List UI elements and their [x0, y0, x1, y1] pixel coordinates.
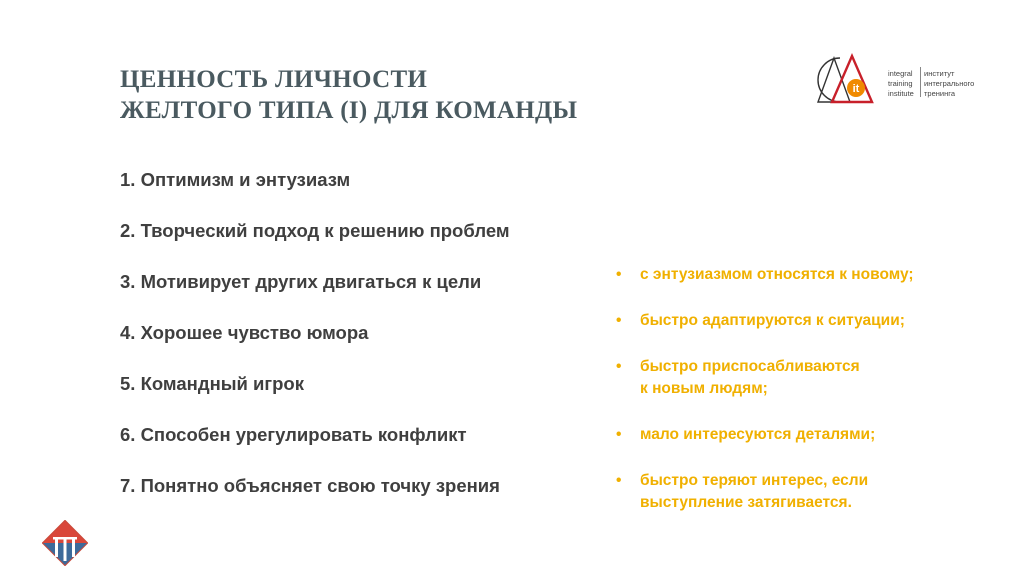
- bullet-text: быстро приспосабливаются: [640, 358, 860, 375]
- list-item: 7. Понятно объясняет свою точку зрения: [120, 475, 500, 496]
- logo-russian-text: [924, 69, 974, 99]
- list-item: 5. Командный игрок: [120, 373, 304, 394]
- title-line-1: ЦЕННОСТЬ ЛИЧНОСТИ: [120, 66, 428, 93]
- corner-diamond-logo-icon: [42, 520, 88, 566]
- bullet-dot-icon: •: [616, 426, 622, 443]
- bullet-text: быстро адаптируются к ситуации;: [640, 312, 905, 329]
- bullet-dot-icon: •: [616, 472, 622, 489]
- logo-divider: [920, 67, 921, 97]
- bullet-text: мало интересуются деталями;: [640, 426, 876, 443]
- list-item: 6. Способен урегулировать конфликт: [120, 424, 467, 445]
- bullet-item: [613, 264, 973, 286]
- bullet-dot-icon: •: [616, 358, 622, 375]
- list-item: 2. Творческий подход к решению проблем: [120, 220, 510, 241]
- logo-mark-text: it: [852, 83, 860, 95]
- logo-ru-line: интегрального: [924, 79, 975, 88]
- bullet-item: [613, 356, 973, 400]
- bullet-text-continuation: к новым людям;: [640, 380, 768, 397]
- bullet-text: быстро теряют интерес, если: [640, 472, 869, 489]
- logo-en-line: institute: [888, 89, 914, 98]
- logo-ru-line: институт: [924, 69, 955, 78]
- bullet-item: [613, 470, 973, 514]
- slide-title: [120, 64, 577, 126]
- title-line-2: ЖЕЛТОГО ТИПА (I) ДЛЯ КОМАНДЫ: [120, 97, 578, 124]
- logo-english-text: [888, 69, 914, 99]
- bullet-dot-icon: •: [616, 266, 622, 283]
- bullet-item: [613, 310, 973, 332]
- list-item: 1. Оптимизм и энтузиазм: [120, 169, 351, 190]
- logo-en-line: training: [888, 79, 913, 88]
- bullet-text: с энтузиазмом относятся к новому;: [640, 266, 914, 283]
- logo-en-line: integral: [888, 69, 913, 78]
- bullet-text-continuation: выступление затягивается.: [640, 494, 852, 511]
- list-item: 4. Хорошее чувство юмора: [120, 322, 369, 343]
- traits-bullet-list: [613, 264, 973, 538]
- list-item: 3. Мотивирует других двигаться к цели: [120, 271, 482, 292]
- bullet-item: [613, 424, 973, 446]
- logo-ru-line: тренинга: [924, 89, 955, 98]
- values-list: [120, 167, 590, 524]
- bullet-dot-icon: •: [616, 312, 622, 329]
